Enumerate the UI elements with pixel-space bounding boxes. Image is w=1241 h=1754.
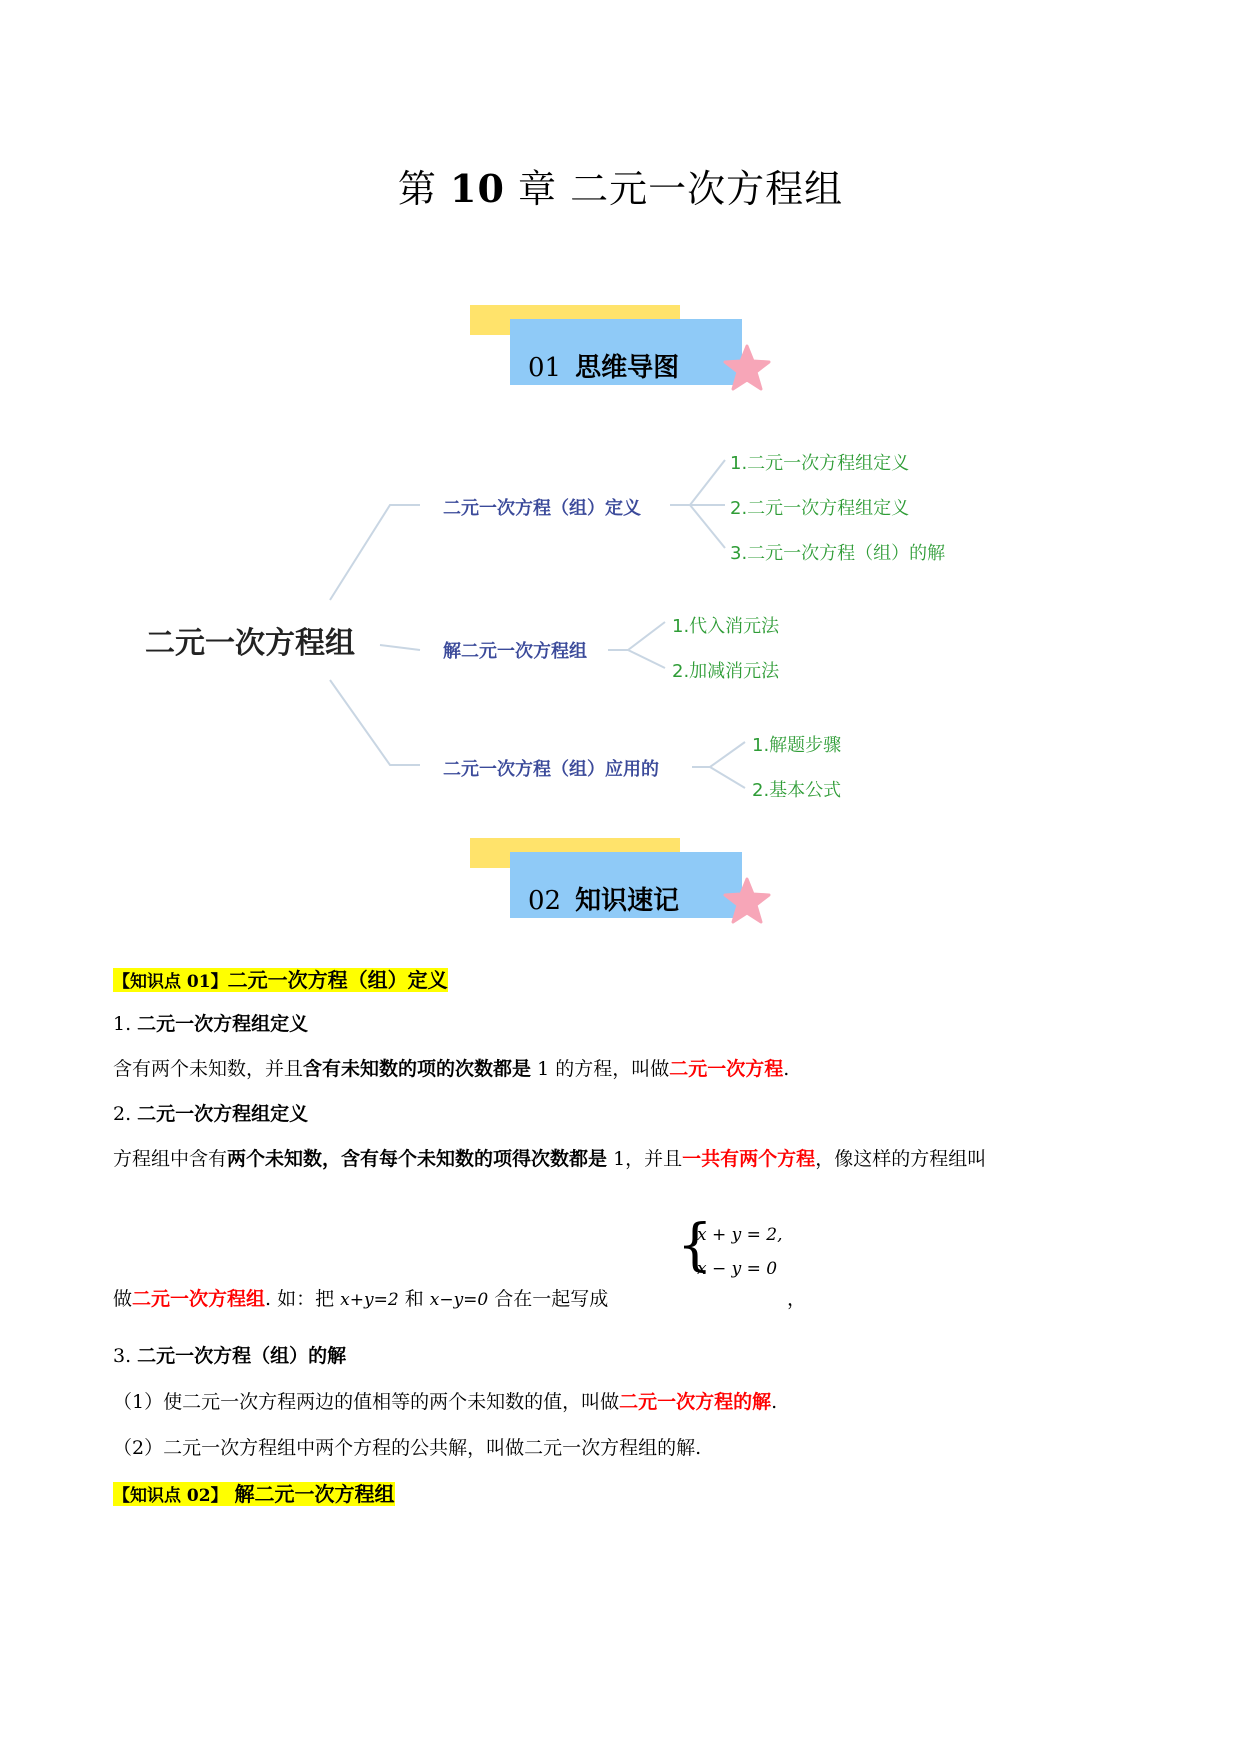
highlighted-heading <box>113 1482 395 1506</box>
subheading-3 <box>113 1342 1133 1370</box>
text-run: 和 <box>398 1288 430 1310</box>
mindmap-leaf-1-1: 1.二元一次方程组定义 <box>730 453 910 474</box>
star-icon <box>722 343 772 393</box>
text-run: . 如：把 <box>265 1288 341 1310</box>
subheading-text: 二元一次方程组定义 <box>137 1103 309 1125</box>
subheading-text: 二元一次方程（组）的解 <box>137 1345 347 1367</box>
subheading-number: 3. <box>113 1345 138 1367</box>
paragraph-1 <box>113 1055 1133 1083</box>
kp-tag: 【知识点 01】 <box>113 972 228 992</box>
mindmap-branch-3: 二元一次方程（组）应用的 <box>443 759 659 780</box>
subheading-2 <box>113 1100 1133 1128</box>
bold-text: 含有未知数的项的次数都是 <box>303 1058 532 1080</box>
equation-line-2: x − y = 0 <box>697 1259 778 1279</box>
mindmap-branch-1: 二元一次方程（组）定义 <box>443 498 641 519</box>
mindmap-root: 二元一次方程组 <box>145 626 355 661</box>
text-run: . <box>783 1058 790 1080</box>
star-icon <box>722 876 772 926</box>
mindmap-leaf-2-2: 2.加减消元法 <box>672 661 780 682</box>
paragraph-3-line-1 <box>113 1388 1133 1416</box>
red-term: 一共有两个方程 <box>682 1148 816 1170</box>
connector-b2-leaf-2 <box>628 650 665 668</box>
red-term: 二元一次方程的解 <box>619 1391 772 1413</box>
highlighted-heading <box>113 968 448 992</box>
mindmap-leaf-3-2: 2.基本公式 <box>752 780 842 801</box>
paragraph-2-continued <box>113 1285 1133 1314</box>
knowledge-point-02-heading <box>113 1480 1133 1510</box>
kp-title: 解二元一次方程组 <box>227 1482 395 1506</box>
text-run: 含有两个未知数，并且 <box>113 1058 304 1080</box>
red-term: 二元一次方程 <box>669 1058 784 1080</box>
connector-b3-leaf-2 <box>710 767 745 788</box>
text-run: 1，并且 <box>607 1148 683 1170</box>
title-prefix: 第 <box>397 167 437 211</box>
paragraph-3-line-2: （2）二元一次方程组中两个方程的公共解，叫做二元一次方程组的解. <box>113 1437 702 1459</box>
mindmap-branch-2: 解二元一次方程组 <box>443 641 587 662</box>
mindmap-leaf-3-1: 1.解题步骤 <box>752 735 842 756</box>
text-run: ，像这样的方程组叫 <box>815 1148 987 1170</box>
text-run: . <box>771 1391 778 1413</box>
mindmap-leaf-1-3: 3.二元一次方程（组）的解 <box>730 543 946 564</box>
knowledge-point-01-heading <box>113 966 1133 996</box>
kp-title: 二元一次方程（组）定义 <box>227 968 448 992</box>
kp-tag: 【知识点 02】 <box>113 1486 228 1506</box>
title-text: 章 二元一次方程组 <box>518 167 844 211</box>
section-title: 知识速记 <box>575 886 680 916</box>
page-title <box>0 158 1241 213</box>
connector-b3-leaf-1 <box>692 742 745 767</box>
text-run: 合在一起写成 <box>488 1288 609 1310</box>
text-run: （1）使二元一次方程两边的值相等的两个未知数的值，叫做 <box>113 1391 620 1413</box>
connector-b2-leaf-1 <box>608 622 665 650</box>
section-banner-02 <box>470 838 770 928</box>
connector-root-branch-1 <box>330 505 420 600</box>
subheading-number: 1. <box>113 1013 138 1035</box>
text-run: 1 的方程，叫做 <box>531 1058 670 1080</box>
connector-b1-leaf-1 <box>670 460 725 505</box>
trailing-comma: ， <box>787 1288 807 1310</box>
paragraph-2 <box>113 1145 1133 1173</box>
section-title: 思维导图 <box>575 353 680 383</box>
text-run: 做 <box>113 1288 133 1310</box>
connector-root-branch-2 <box>380 645 420 650</box>
connector-root-branch-3 <box>330 680 420 765</box>
bold-text: 两个未知数，含有每个未知数的项得次数都是 <box>227 1148 608 1170</box>
section-label <box>528 347 679 384</box>
subheading-1 <box>113 1010 1133 1038</box>
section-number: 02 <box>528 886 562 916</box>
equation-line-1: x + y = 2, <box>697 1225 783 1245</box>
mindmap-leaf-1-2: 2.二元一次方程组定义 <box>730 498 910 519</box>
equation-brace: { <box>677 1213 713 1278</box>
section-banner-01 <box>470 305 770 395</box>
section-number: 01 <box>528 353 562 383</box>
math-inline: x+y=2 <box>340 1290 399 1310</box>
math-inline: x−y=0 <box>429 1290 489 1310</box>
red-term: 二元一次方程组 <box>132 1288 266 1310</box>
section-label <box>528 880 679 917</box>
subheading-text: 二元一次方程组定义 <box>137 1013 309 1035</box>
mindmap-leaf-2-1: 1.代入消元法 <box>672 616 780 637</box>
title-chapter-number: 10 <box>450 166 505 211</box>
connector-b1-leaf-3 <box>690 505 725 548</box>
subheading-number: 2. <box>113 1103 138 1125</box>
text-run: 方程组中含有 <box>113 1148 228 1170</box>
